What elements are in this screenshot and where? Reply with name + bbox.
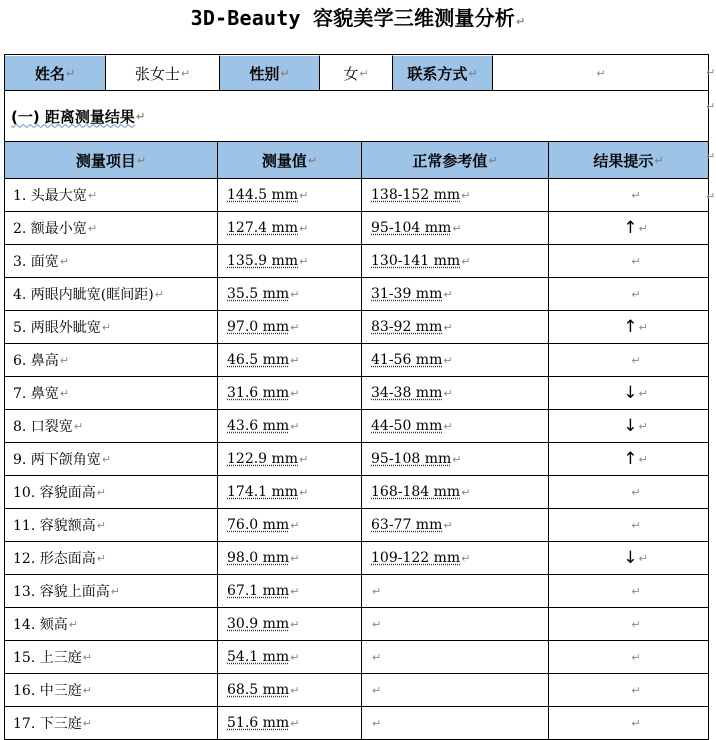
row-value-cell[interactable]: 68.5 mm ↵ (218, 674, 362, 707)
row-reference-cell[interactable]: 109-122 mm ↵ (362, 542, 549, 575)
row-reference-cell[interactable]: ↵ (362, 674, 549, 707)
row-reference-cell[interactable]: 83-92 mm ↵ (362, 311, 549, 344)
row-value-cell[interactable]: 31.6 mm ↵ (218, 377, 362, 410)
row-value-cell[interactable]: 122.9 mm ↵ (218, 443, 362, 476)
row-value-cell[interactable]: 135.9 mm ↵ (218, 245, 362, 278)
row-item-cell[interactable]: 1. 头最大宽 ↵ (5, 179, 218, 212)
row-value-cell[interactable]: 76.0 mm ↵ (218, 509, 362, 542)
row-end-mark: ↵ (706, 66, 716, 79)
gender-label-cell: 性别 ↵ (220, 55, 320, 91)
column-header-item: 测量项目 ↵ (5, 142, 218, 179)
page-title-text: 3D-Beauty 容貌美学三维测量分析 (190, 6, 515, 30)
row-value-cell[interactable]: 144.5 mm ↵ (218, 179, 362, 212)
gender-value-cell[interactable]: 女 ↵ (320, 55, 393, 91)
row-value-cell[interactable]: 43.6 mm ↵ (218, 410, 362, 443)
row-hint-cell[interactable]: ↵ (549, 278, 708, 311)
row-item-cell[interactable]: 10. 容貌面高 ↵ (5, 476, 218, 509)
row-hint-cell[interactable]: ↵ (549, 707, 708, 740)
table-row (5, 212, 708, 245)
hint-arrow-icon: ↑ (623, 218, 638, 238)
row-reference-cell[interactable]: 31-39 mm ↵ (362, 278, 549, 311)
row-value-cell[interactable]: 35.5 mm ↵ (218, 278, 362, 311)
table-row (5, 575, 708, 608)
row-value-cell[interactable]: 54.1 mm ↵ (218, 641, 362, 674)
hint-arrow-icon: ↓ (623, 548, 638, 568)
row-item-cell[interactable]: 6. 鼻高 ↵ (5, 344, 218, 377)
name-label-cell: 姓名 ↵ (5, 55, 106, 91)
table-row (5, 344, 708, 377)
table-row (5, 707, 708, 740)
row-hint-cell[interactable]: ↵ (549, 575, 708, 608)
hint-arrow-icon: ↓ (623, 416, 638, 436)
section-title: (一) 距离测量结果 (11, 107, 135, 126)
row-reference-cell[interactable]: 130-141 mm ↵ (362, 245, 549, 278)
row-reference-cell[interactable]: 95-108 mm ↵ (362, 443, 549, 476)
row-reference-cell[interactable]: 41-56 mm ↵ (362, 344, 549, 377)
measurement-sheet (4, 54, 709, 740)
row-item-cell[interactable]: 4. 两眼内眦宽(眶间距) ↵ (5, 278, 218, 311)
row-hint-cell[interactable]: ↵ (549, 674, 708, 707)
hint-arrow-icon: ↓ (623, 383, 638, 403)
row-end-mark: ↵ (706, 190, 716, 203)
row-item-cell[interactable]: 13. 容貌上面高 ↵ (5, 575, 218, 608)
row-item-cell[interactable]: 8. 口裂宽 ↵ (5, 410, 218, 443)
table-row (5, 509, 708, 542)
row-reference-cell[interactable]: 63-77 mm ↵ (362, 509, 549, 542)
row-hint-cell[interactable]: ↑ ↵ (549, 443, 708, 476)
column-header-hint: 结果提示 ↵ (549, 142, 708, 179)
row-hint-cell[interactable]: ↑ ↵ (549, 212, 708, 245)
table-row (5, 311, 708, 344)
contact-label-cell: 联系方式 ↵ (393, 55, 493, 91)
table-row (5, 608, 708, 641)
row-hint-cell[interactable]: ↵ (549, 476, 708, 509)
row-value-cell[interactable]: 67.1 mm ↵ (218, 575, 362, 608)
table-row (5, 443, 708, 476)
page-title: 3D-Beauty 容貌美学三维测量分析↵ (190, 6, 526, 30)
row-item-cell[interactable]: 3. 面宽 ↵ (5, 245, 218, 278)
row-hint-cell[interactable]: ↵ (549, 245, 708, 278)
table-row (5, 245, 708, 278)
row-hint-cell[interactable]: ↵ (549, 344, 708, 377)
name-label: 姓名 (34, 64, 65, 83)
row-value-cell[interactable]: 30.9 mm ↵ (218, 608, 362, 641)
row-item-cell[interactable]: 14. 颏高 ↵ (5, 608, 218, 641)
row-end-mark: ↵ (706, 150, 716, 163)
row-reference-cell[interactable]: 95-104 mm ↵ (362, 212, 549, 245)
table-row (5, 542, 708, 575)
row-reference-cell[interactable]: 138-152 mm ↵ (362, 179, 549, 212)
row-item-cell[interactable]: 7. 鼻宽 ↵ (5, 377, 218, 410)
row-hint-cell[interactable]: ↵ (549, 179, 708, 212)
row-item-cell[interactable]: 9. 两下颌角宽 ↵ (5, 443, 218, 476)
row-item-cell[interactable]: 2. 额最小宽 ↵ (5, 212, 218, 245)
table-row (5, 377, 708, 410)
row-reference-cell[interactable]: 34-38 mm ↵ (362, 377, 549, 410)
contact-value-cell[interactable]: ↵ (493, 55, 708, 91)
row-value-cell[interactable]: 127.4 mm ↵ (218, 212, 362, 245)
column-header-reference: 正常参考值 ↵ (362, 142, 549, 179)
row-hint-cell[interactable]: ↵ (549, 509, 708, 542)
row-item-cell[interactable]: 11. 容貌额高 ↵ (5, 509, 218, 542)
section-title-cell: (一) 距离测量结果 ↵ (5, 91, 708, 142)
row-hint-cell[interactable]: ↑ ↵ (549, 311, 708, 344)
hint-arrow-icon: ↑ (623, 449, 638, 469)
hint-arrow-icon: ↑ (623, 317, 638, 337)
row-reference-cell[interactable]: ↵ (362, 608, 549, 641)
row-item-cell[interactable]: 17. 下三庭 ↵ (5, 707, 218, 740)
table-row (5, 641, 708, 674)
gender-value: 女 (343, 64, 359, 83)
row-value-cell[interactable]: 98.0 mm ↵ (218, 542, 362, 575)
row-hint-cell[interactable]: ↓ ↵ (549, 542, 708, 575)
table-header-row (5, 142, 708, 179)
row-item-cell[interactable]: 15. 上三庭 ↵ (5, 641, 218, 674)
table-row (5, 476, 708, 509)
row-value-cell[interactable]: 46.5 mm ↵ (218, 344, 362, 377)
gender-label: 性别 (249, 64, 280, 83)
row-reference-cell[interactable]: ↵ (362, 575, 549, 608)
row-hint-cell[interactable]: ↵ (549, 641, 708, 674)
name-value: 张女士 (134, 64, 180, 83)
row-item-cell[interactable]: 16. 中三庭 ↵ (5, 674, 218, 707)
patient-info-row (5, 55, 708, 91)
row-end-mark: ↵ (706, 100, 716, 113)
row-reference-cell[interactable]: ↵ (362, 641, 549, 674)
contact-label: 联系方式 (407, 64, 468, 83)
table-row (5, 278, 708, 311)
row-value-cell[interactable]: 51.6 mm ↵ (218, 707, 362, 740)
row-reference-cell[interactable]: 44-50 mm ↵ (362, 410, 549, 443)
name-value-cell[interactable]: 张女士 ↵ (106, 55, 220, 91)
row-hint-cell[interactable]: ↓ ↵ (549, 410, 708, 443)
row-hint-cell[interactable]: ↓ ↵ (549, 377, 708, 410)
row-reference-cell[interactable]: ↵ (362, 707, 549, 740)
row-hint-cell[interactable]: ↵ (549, 608, 708, 641)
row-reference-cell[interactable]: 168-184 mm ↵ (362, 476, 549, 509)
row-item-cell[interactable]: 5. 两眼外眦宽 ↵ (5, 311, 218, 344)
section-header-row (5, 91, 708, 142)
table-row (5, 179, 708, 212)
row-value-cell[interactable]: 97.0 mm ↵ (218, 311, 362, 344)
table-row (5, 410, 708, 443)
row-value-cell[interactable]: 174.1 mm ↵ (218, 476, 362, 509)
table-row (5, 674, 708, 707)
row-item-cell[interactable]: 12. 形态面高 ↵ (5, 542, 218, 575)
column-header-value: 测量值 ↵ (218, 142, 362, 179)
